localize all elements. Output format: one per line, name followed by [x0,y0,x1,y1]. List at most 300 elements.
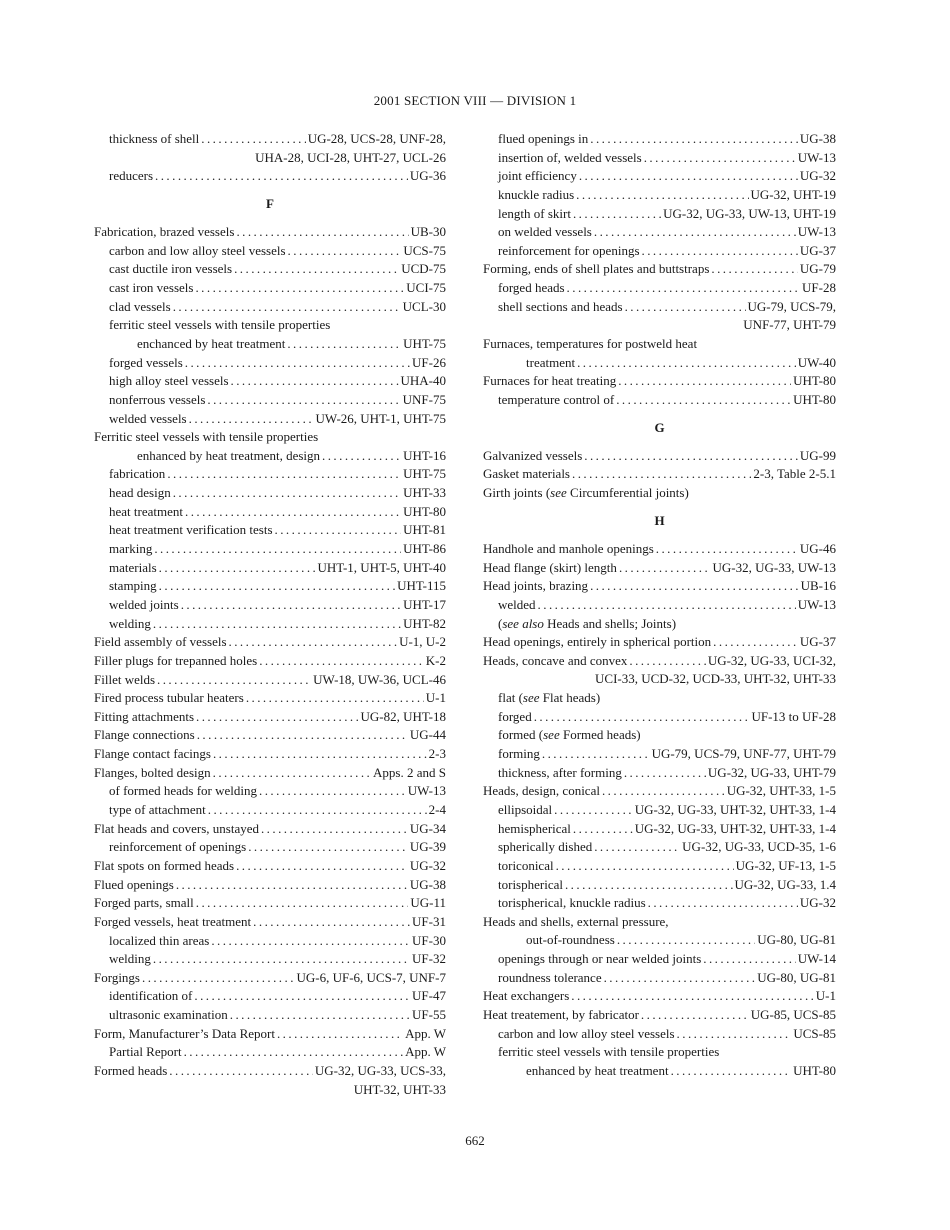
index-entry-ref: UHT-81 [403,522,446,538]
index-entry-term: welded vessels [109,410,187,426]
dot-leader [194,987,410,1006]
index-entry-ref: UG-46 [799,541,836,556]
index-entry-ref: UW-13 [407,783,446,799]
index-column-right [483,130,836,1081]
see-label: see [522,690,540,706]
index-entry-ref: UHT-33 [403,485,446,501]
index-entry [483,149,836,168]
index-entry-term: length of skirt [498,205,571,221]
index-entry-ref: UG-79, UCS-79, UNF-77, UHT-79 [651,746,836,762]
dot-leader [538,596,796,615]
index-entry [94,671,446,690]
index-entry [94,969,446,988]
index-entry-ref: UW-13 [797,149,836,165]
index-entry [483,372,836,391]
index-entry [94,987,446,1006]
index-entry-ref: UHA-28, UCI-28, UHT-27, UCL-26 [255,149,446,165]
index-entry [94,428,446,447]
index-entry-ref: UF-31 [412,913,446,929]
dot-leader [189,410,314,429]
index-entry-term: forged vessels [109,354,183,370]
index-entry [483,186,836,205]
index-entry-ref: UG-32, UG-33, UW-13, UHT-19 [663,205,836,221]
section-letter: G [654,419,665,435]
index-entry-ref: UG-11 [410,895,446,911]
index-entry-ref: UHT-16 [403,447,446,463]
index-entry-term: hemispherical [498,820,571,836]
index-entry-term: cast ductile iron vessels [109,261,233,277]
index-entry-term: Heat treatement, by fabricator [483,1007,639,1023]
index-entry [94,354,446,373]
index-entry [483,335,836,354]
dot-leader [230,1006,410,1025]
dot-leader [642,242,798,261]
index-entry [483,987,836,1006]
index-entry [94,521,446,540]
dot-leader [236,223,408,242]
index-entry [94,596,446,615]
dot-leader [197,726,408,745]
index-entry [483,950,836,969]
dot-leader [157,671,311,690]
index-entry-term: reducers [109,168,154,184]
index-entry [483,913,836,932]
index-entry-term: welding [109,615,151,631]
index-entry-term: Fitting attachments [94,708,195,724]
dot-leader [275,521,402,540]
index-entry-ref: UW-40 [797,354,836,370]
index-entry-term: shell sections and heads [498,298,623,314]
index-entry-ref: UNF-77, UHT-79 [743,317,836,333]
index-entry-term: torispherical, knuckle radius [498,895,646,911]
dot-leader [173,484,401,503]
cross-reference-target: Circumferential joints) [566,485,689,501]
index-entry [94,745,446,764]
index-entry-term: Heads, design, conical [483,783,600,799]
index-entry-term: welding [109,951,151,967]
index-entry-term: Handhole and manhole openings [483,541,654,556]
cross-reference-target: Heads and shells; Joints) [543,615,677,631]
index-entry-ref: UW-14 [797,951,836,967]
index-entry-term: treatment [526,354,576,370]
index-entry [94,260,446,279]
index-entry-term: insertion of, welded vessels [498,149,642,165]
index-entry-ref: UCS-85 [793,1025,836,1041]
index-entry-cross-reference [483,689,836,708]
dot-leader [159,577,395,596]
index-entry-term: toriconical [498,857,554,873]
dot-leader [229,633,398,652]
index-entry-ref: UG-39 [409,839,446,855]
dot-leader [261,820,408,839]
cross-reference-target: Flat heads) [539,690,601,706]
index-entry-ref: UHT-80 [793,391,836,407]
index-entry-ref: U-1 [815,988,836,1004]
index-entry-term: Formed heads [94,1062,168,1078]
index-entry-term: joint efficiency [498,168,577,184]
index-entry-continuation [483,670,836,689]
index-entry [94,335,446,354]
index-entry [483,969,836,988]
index-entry-ref: UHT-80 [793,1062,836,1078]
index-entry-term: torispherical [498,876,563,892]
dot-leader [234,260,399,279]
index-entry-ref: UG-32, UG-33, UHT-32, UHT-33, 1-4 [634,801,836,817]
index-entry-term: knuckle radius [498,186,575,202]
dot-leader [618,372,791,391]
dot-leader [211,932,410,951]
index-entry [483,801,836,820]
index-entry [94,465,446,484]
index-entry [94,801,446,820]
index-entry-ref: UW-13 [797,596,836,612]
index-entry-term: enhanced by heat treatment, design [137,447,321,463]
index-entry-ref: UG-80, UG-81 [757,932,836,948]
page-number: 662 [465,1133,485,1148]
dot-leader [648,894,798,913]
index-entry-ref: 2-4 [428,802,446,818]
index-entry-term: reinforcement for openings [498,242,640,258]
dot-leader [259,652,424,671]
see-label: see [543,727,560,743]
dot-leader [169,1062,313,1081]
index-entry [94,652,446,671]
index-entry-ref: UHT-80 [793,373,836,389]
index-entry [94,391,446,410]
index-entry-ref: UW-18, UW-36, UCL-46 [313,671,446,687]
dot-leader [248,838,408,857]
index-entry-ref: UF-55 [412,1007,446,1023]
index-entry [483,242,836,261]
index-entry [94,447,446,466]
index-entry [94,857,446,876]
index-entry-term: Gasket materials [483,466,570,482]
index-entry-cross-reference [483,726,836,745]
index-entry-term: Head joints, brazing [483,578,589,594]
index-entry-term: thickness of shell [109,131,200,146]
index-entry-ref: UF-30 [412,932,446,948]
index-entry-ref: UG-82, UHT-18 [360,708,446,724]
index-entry-ref: UF-28 [802,280,836,296]
index-entry [483,447,836,466]
dot-leader [616,391,791,410]
index-entry [94,1043,446,1062]
index-entry-ref: UG-32, UG-33, UW-13 [712,559,836,575]
dot-leader [556,857,734,876]
index-entry-term: carbon and low alloy steel vessels [498,1025,675,1041]
index-entry [94,1006,446,1025]
index-entry [94,130,446,149]
dot-leader [534,708,750,727]
dot-leader [173,298,401,317]
dot-leader [602,782,725,801]
index-entry-term: localized thin areas [109,932,210,948]
index-entry [483,596,836,615]
page-header: 2001 SECTION VIII — DIVISION 1 [373,93,577,108]
index-entry-ref: 2-3, Table 2-5.1 [753,466,836,482]
index-entry-term: Heads, concave and convex [483,652,628,668]
index-entry [94,540,446,559]
index-entry-term: stamping [109,578,157,594]
index-entry-term: Field assembly of vessels [94,634,227,650]
index-entry-cross-reference [483,484,836,503]
index-entry-term: ultrasonic examination [109,1007,228,1023]
dot-leader [288,242,402,261]
index-entry [483,465,836,484]
index-entry-term: Flat heads and covers, unstayed [94,820,259,836]
dot-leader [246,689,424,708]
index-entry [483,1006,836,1025]
index-entry-term: Forged parts, small [94,895,194,911]
index-entry-term: ferritic steel vessels with tensile properties [498,1044,720,1060]
index-entry-term: ellipsoidal [498,801,553,817]
index-entry-ref: UHA-40 [400,373,446,389]
dot-leader [677,1025,792,1044]
index-entry [94,615,446,634]
index-entry-term: Flued openings [94,876,174,892]
index-entry [94,838,446,857]
index-entry [94,820,446,839]
index-entry-term: materials [109,559,157,575]
dot-leader [604,969,756,988]
index-entry-term: Ferritic steel vessels with tensile properties [94,429,319,445]
dot-leader [644,149,796,168]
index-entry-ref: UG-32, UG-33, UHT-32, UHT-33, 1-4 [634,820,836,836]
dot-leader [213,764,371,783]
index-entry-term: forged heads [498,280,565,296]
index-entry [94,298,446,317]
dot-leader [579,167,798,186]
index-entry-term: Heads and shells, external pressure, [483,913,669,929]
index-entry-ref: UG-32 [799,168,836,184]
index-entry [483,354,836,373]
index-entry [483,633,836,652]
index-entry-term: ferritic steel vessels with tensile properties [109,317,331,333]
index-entry-ref: UCI-75 [406,280,446,296]
dot-leader [167,465,401,484]
index-entry-ref: UG-32, UHT-33, 1-5 [726,783,836,799]
index-entry-continuation [94,149,446,168]
dot-leader [185,503,401,522]
index-entry-ref: UHT-86 [403,541,446,557]
index-entry-ref: UG-32 [799,895,836,911]
cross-reference-prefix: flat ( [498,690,523,706]
dot-leader [207,391,400,410]
dot-leader [154,540,401,559]
index-entry-continuation [483,316,836,335]
index-entry [94,932,446,951]
index-entry-ref: UHT-75 [403,466,446,482]
index-entry [94,559,446,578]
index-entry-term: Flange contact facings [94,746,211,762]
index-entry [94,633,446,652]
dot-leader [236,857,408,876]
index-entry-term: Galvanized vessels [483,447,583,463]
index-entry-ref: UCD-75 [401,261,446,277]
index-entry-term: reinforcement of openings [109,839,247,855]
index-entry-term: Fillet welds [94,671,156,687]
index-entry [483,540,836,559]
dot-leader [196,894,409,913]
dot-leader [713,633,798,652]
dot-leader [573,820,633,839]
index-entry-term: Forgings [94,969,140,985]
dot-leader [181,596,401,615]
index-entry [483,205,836,224]
index-entry-term: marking [109,541,153,557]
index-entry [483,223,836,242]
index-entry-term: on welded vessels [498,224,592,240]
index-entry-ref: UCL-30 [402,298,446,314]
index-entry-term: heat treatment verification tests [109,522,273,538]
index-entry-ref: Apps. 2 and S [373,764,446,780]
index-entry-ref: UG-32, UG-33, UCS-33, [314,1062,446,1078]
index-entry [483,298,836,317]
dot-leader [571,987,814,1006]
dot-leader [625,298,746,317]
index-entry [94,372,446,391]
index-entry [94,876,446,895]
index-entry-term: type of attachment [109,802,206,818]
index-entry [94,913,446,932]
index-entry-ref: UG-38 [799,131,836,146]
index-entry-ref: UF-26 [412,354,446,370]
index-entry-ref: 2-3 [428,746,446,762]
index-entry-cross-reference [483,615,836,634]
index-entry [94,242,446,261]
index-entry [94,689,446,708]
index-entry [94,223,446,242]
dot-leader [142,969,294,988]
dot-leader [573,205,661,224]
index-entry-term: Furnaces for heat treating [483,373,617,389]
dot-leader [554,801,633,820]
index-entry [483,1043,836,1062]
index-entry-ref: UHT-80 [403,503,446,519]
dot-leader [624,764,706,783]
dot-leader [208,801,427,820]
dot-leader [619,559,711,578]
index-entry [94,894,446,913]
index-entry [483,876,836,895]
index-entry-continuation [94,1081,446,1100]
index-entry [483,260,836,279]
dot-leader [577,354,796,373]
dot-leader [565,876,733,895]
index-entry-ref: UG-37 [799,242,836,258]
dot-leader [231,372,399,391]
dot-leader [277,1025,403,1044]
index-entry-term: head design [109,485,171,501]
dot-leader [259,782,406,801]
index-entry [483,652,836,671]
index-entry-term: Head openings, entirely in spherical portion [483,634,712,650]
dot-leader [671,1062,792,1081]
index-entry-term: flued openings in [498,131,589,146]
index-entry-ref: UW-26, UHT-1, UHT-75 [315,410,446,426]
index-entry-ref: UF-47 [412,988,446,1004]
index-entry-term: carbon and low alloy steel vessels [109,242,286,258]
index-entry-ref: UG-32, UG-33, UCI-32, [707,652,836,668]
index-entry-ref: UHT-17 [403,596,446,612]
index-entry [94,316,446,335]
index-entry-ref: UF-13 to UF-28 [751,708,836,724]
see-label: see also [502,615,544,631]
index-entry [94,1062,446,1081]
index-entry [483,167,836,186]
index-entry-ref: U-1 [425,690,446,706]
index-entry-ref: UHT-1, UHT-5, UHT-40 [317,559,446,575]
index-entry [483,745,836,764]
index-entry [483,708,836,727]
section-letter: F [266,196,274,212]
index-entry-term: cast iron vessels [109,280,194,296]
index-entry [94,950,446,969]
index-entry-ref: UG-36 [409,168,446,184]
cross-reference-prefix: formed ( [498,727,544,743]
dot-leader [594,838,680,857]
index-entry-ref: UB-30 [410,224,446,240]
dot-leader [656,540,798,559]
index-entry [94,764,446,783]
dot-leader [617,931,755,950]
index-entry-term: Forged vessels, heat treatment [94,913,252,929]
dot-leader [153,950,410,969]
index-entry-ref: UG-34 [409,820,446,836]
index-entry-term: fabrication [109,466,166,482]
dot-leader [629,652,705,671]
dot-leader [185,354,410,373]
dot-leader [322,447,401,466]
dot-leader [703,950,795,969]
index-entry-ref: UB-16 [800,578,836,594]
dot-leader [590,130,798,149]
index-entry-ref: UHT-82 [403,615,446,631]
index-entry-ref: UCI-33, UCD-32, UCD-33, UHT-32, UHT-33 [595,671,836,687]
index-entry [94,410,446,429]
index-entry-term: out-of-roundness [526,932,615,948]
see-label: see [550,485,567,501]
dot-leader [153,615,401,634]
index-entry-term: Partial Report [109,1044,182,1060]
index-entry [94,782,446,801]
index-entry-ref: UG-79 [799,261,836,277]
dot-leader [196,708,359,727]
index-entry [483,838,836,857]
index-entry-term: temperature control of [498,391,615,407]
index-entry [483,820,836,839]
index-entry [94,1025,446,1044]
cross-reference-target: Formed heads) [559,727,641,743]
index-entry [483,559,836,578]
dot-leader [567,279,801,298]
index-entry [483,391,836,410]
dot-leader [711,260,798,279]
index-entry-term: Flange connections [94,727,195,743]
index-entry-ref: K-2 [425,652,446,668]
cross-reference-prefix: ( [498,615,503,631]
index-entry-term: Head flange (skirt) length [483,559,617,575]
index-entry [483,130,836,149]
index-entry-ref: UCS-75 [403,242,446,258]
dot-leader [253,913,410,932]
index-entry-ref: U-1, U-2 [399,634,446,650]
index-entry-term: heat treatment [109,503,183,519]
index-entry [94,503,446,522]
index-entry-term: high alloy steel vessels [109,373,229,389]
index-entry-ref: App. W [405,1044,446,1060]
index-entry [483,857,836,876]
